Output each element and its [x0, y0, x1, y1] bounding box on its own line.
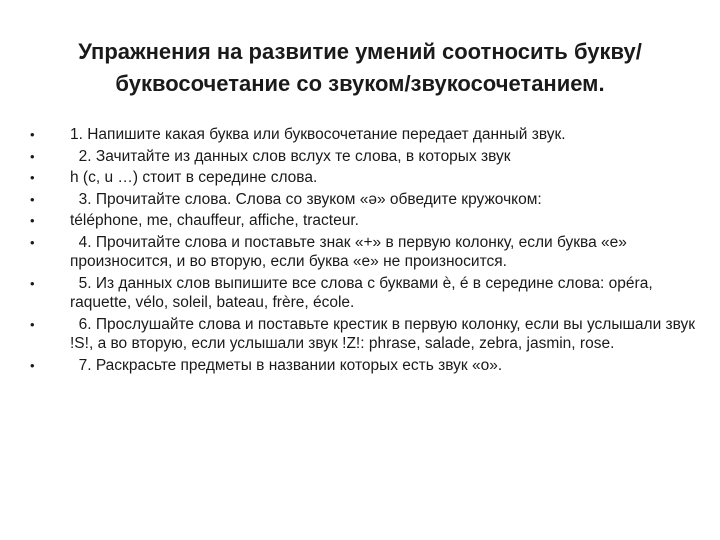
bullet-icon: •: [30, 316, 35, 332]
list-item: [30, 233, 700, 272]
list-item: [30, 211, 700, 231]
bullet-icon: •: [30, 127, 35, 142]
list-item-text: téléphone, me, chauffeur, affiche, tracteur.: [70, 212, 359, 229]
list-item-text: 1. Напишите какая буква или буквосочетание передает данный звук.: [70, 126, 566, 143]
list-item: [30, 125, 700, 145]
list-item: [30, 168, 700, 188]
list-item-text: 7. Раскрасьте предметы в названии которых есть звук «o».: [70, 356, 503, 374]
list-item-text: 6. Прослушайте слова и поставьте крестик в первую колонку, если вы услышали звук !S!, а во вторую, если услышали звук !Z!: phrase, salade, zebra, jasmin, rose.: [70, 315, 700, 352]
list-item-text: 5. Из данных слов выпишите все слова с буквами è, é в середине слова: opéra, raquette, vélo, soleil, bateau, frère, école.: [70, 274, 657, 311]
bullet-icon: •: [30, 234, 35, 250]
bullet-icon: •: [30, 170, 35, 185]
bullet-icon: •: [30, 275, 35, 291]
bullet-icon: •: [30, 191, 35, 207]
list-item: [30, 356, 700, 376]
list-item-text: 3. Прочитайте слова. Слова со звуком «ə» обведите кружочком:: [70, 190, 542, 208]
list-item: [30, 147, 700, 167]
bullet-icon: •: [30, 148, 35, 164]
list-item: [30, 274, 700, 313]
list-item-text: h (c, u …) стоит в середине слова.: [70, 169, 318, 186]
list-item-text: 2. Зачитайте из данных слов вслух те слова, в которых звук: [70, 147, 511, 165]
list-item: [30, 190, 700, 210]
list-item: [30, 315, 700, 354]
exercise-list: [30, 125, 700, 377]
bullet-icon: •: [30, 357, 35, 373]
list-item-text: 4. Прочитайте слова и поставьте знак «+» в первую колонку, если буква «е» произносится, и во вторую, если буква «е» не произносится.: [70, 233, 632, 270]
bullet-icon: •: [30, 213, 35, 228]
slide-title: Упражнения на развитие умений соотносить букву/буквосочетание со звуком/звукосочетанием.: [78, 39, 642, 96]
